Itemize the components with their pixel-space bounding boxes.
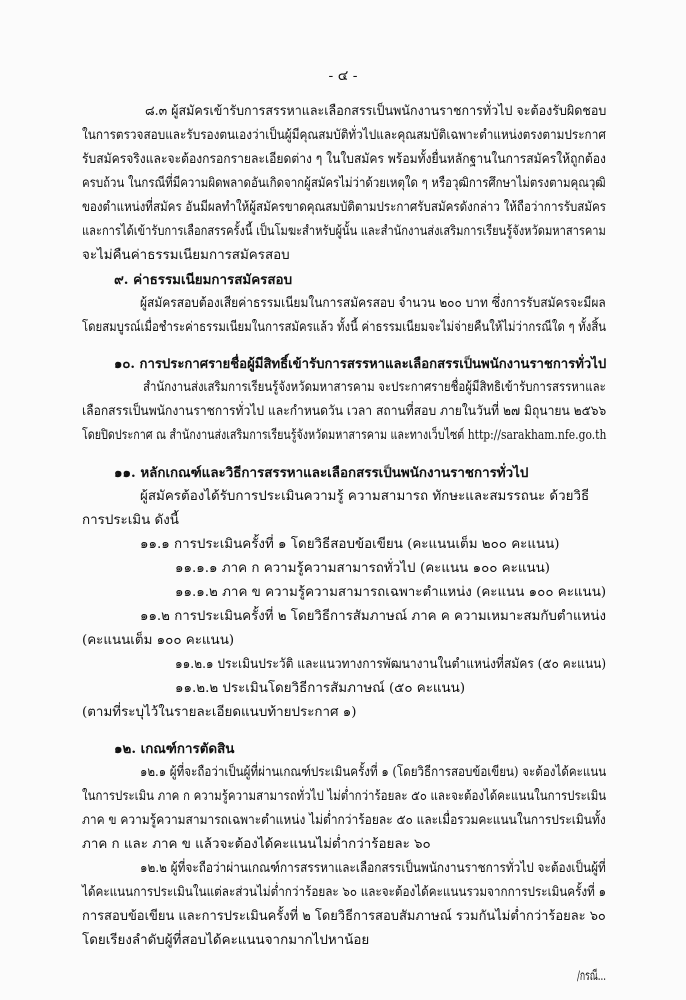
section-9-heading: ๙. ค่าธรรมเนียมการสมัครสอบ	[114, 272, 293, 288]
s10-line: โดยปิดประกาศ ณ สำนักงานส่งเสริมการเรียนรู้จังหวัดมหาสารคาม และทางเว็บไซต์ http://sarakham.nfe.go.th	[82, 428, 607, 443]
section-11-heading: ๑๑. หลักเกณฑ์และวิธีการสรรหาและเลือกสรรเป็นพนักงานราชการทั่วไป	[114, 465, 529, 481]
s10-line: สำนักงานส่งเสริมการเรียนรู้จังหวัดมหาสารคาม จะประกาศรายชื่อผู้มีสิทธิเข้ารับการสรรหาและ	[143, 380, 606, 395]
s11-item-1-2: ๑๑.๑.๒ ภาค ข ความรู้ความสามารถเฉพาะตำแหน่ง (คะแนน ๑๐๐ คะแนน)	[175, 585, 607, 600]
s12-p2-line: ได้คะแนนการประเมินในแต่ละส่วนไม่ต่ำกว่าร้อยละ ๖๐ และจะต้องได้คะแนนรวมจากการประเมินครั้งที่ ๑	[82, 885, 607, 900]
s8-3-line: และการได้เข้ารับการเลือกสรรครั้งนี้ เป็นโมฆะสำหรับผู้นั้น และสำนักงานส่งเสริมการเรียนรู้จังหวัดมหาสารคาม	[82, 224, 606, 239]
s11-item-1-1-label: ๑๑.๑.๑ ภาค ก ความรู้ความสามารถทั่วไป	[175, 561, 416, 576]
s12-p2-line: การสอบข้อเขียน และการประเมินครั้งที่ ๒ โดยวิธีการสอบสัมภาษณ์ รวมกันไม่ต่ำกว่าร้อยละ ๖๐	[82, 909, 606, 924]
section-12-heading: ๑๒. เกณฑ์การตัดสิน	[114, 741, 235, 757]
s8-3-line: ในการตรวจสอบและรับรองตนเองว่าเป็นผู้มีคุณสมบัติทั่วไปและคุณสมบัติเฉพาะตำแหน่งตรงตามประกาศ	[82, 128, 606, 143]
s10-line: เลือกสรรเป็นพนักงานราชการทั่วไป และกำหนดวัน เวลา สถานที่สอบ ภายในวันที่ ๒๗ มิถุนายน ๒๕๖๖	[82, 404, 607, 419]
s9-line: โดยสมบูรณ์เมื่อชำระค่าธรรมเนียมในการสมัครแล้ว ทั้งนี้ ค่าธรรมเนียมจะไม่จ่ายคืนให้ไม่ว่ากรณีใด ๆ ทั้งสิ้น	[82, 320, 607, 335]
s11-item-1-1-score: (คะแนน ๑๐๐ คะแนน)	[420, 561, 550, 576]
s12-p1-line: ภาค ข ความรู้ความสามารถเฉพาะตำแหน่ง ไม่ต่ำกว่าร้อยละ ๕๐ และเมื่อรวมคะแนนในการประเมินทั้ง	[82, 813, 606, 828]
s11-item-2: ๑๑.๒ การประเมินครั้งที่ ๒ โดยวิธีการสัมภาษณ์ ภาค ค ความเหมาะสมกับตำแหน่ง	[140, 609, 607, 624]
page-number: - ๔ -	[328, 68, 358, 84]
s11-note: (ตามที่ระบุไว้ในรายละเอียดแนบท้ายประกาศ ๑)	[82, 705, 357, 720]
s8-3-line: รับสมัครจริงและจะต้องกรอกรายละเอียดต่าง ๆ ในใบสมัคร พร้อมทั้งยื่นหลักฐานในการสมัครให้ถูกต้อง	[82, 152, 606, 167]
s12-p1-line: ในการประเมิน ภาค ก ความรู้ความสามารถทั่วไป ไม่ต่ำกว่าร้อยละ ๕๐ และจะต้องได้คะแนนในการประเมิน	[82, 789, 607, 804]
s12-p2-line: ๑๒.๒ ผู้ที่จะถือว่าผ่านเกณฑ์การสรรหาและเลือกสรรเป็นพนักงานราชการทั่วไป จะต้องเป็นผู้ที่	[140, 861, 606, 876]
s8-3-line: จะไม่คืนค่าธรรมเนียมการสมัครสอบ	[82, 248, 290, 263]
section-10-heading: ๑๐. การประกาศรายชื่อผู้มีสิทธิ์เข้ารับการสรรหาและเลือกสรรเป็นพนักงานราชการทั่วไป	[114, 356, 607, 372]
s12-p2-line: โดยเรียงลำดับผู้ที่สอบได้คะแนนจากมากไปหาน้อย	[82, 933, 370, 948]
continuation-marker: /กรณี...	[577, 969, 607, 984]
s9-line: ผู้สมัครสอบต้องเสียค่าธรรมเนียมในการสมัครสอบ จำนวน ๒๐๐ บาท ซึ่งการรับสมัครจะมีผล	[140, 296, 606, 311]
s11-item-1: ๑๑.๑ การประเมินครั้งที่ ๑ โดยวิธีสอบข้อเขียน (คะแนนเต็ม ๒๐๐ คะแนน)	[140, 537, 560, 552]
s11-item-2-2: ๑๑.๒.๒ ประเมินโดยวิธีการสัมภาษณ์ (๕๐ คะแนน)	[175, 681, 466, 696]
s11-item-2-1: ๑๑.๒.๑ ประเมินประวัติ และแนวทางการพัฒนางานในตำแหน่งที่สมัคร (๕๐ คะแนน)	[175, 657, 607, 672]
s8-3-line: ครบถ้วน ในกรณีที่มีความผิดพลาดอันเกิดจากผู้สมัครไม่ว่าด้วยเหตุใด ๆ หรือวุฒิการศึกษาไม่ตรงตามคุณวุฒิ	[82, 176, 606, 191]
s12-p1-line: ๑๒.๑ ผู้ที่จะถือว่าเป็นผู้ที่ผ่านเกณฑ์ประเมินครั้งที่ ๑ (โดยวิธีการสอบข้อเขียน) จะต้องได้คะแนน	[140, 765, 607, 780]
s11-item-2-cont: (คะแนนเต็ม ๑๐๐ คะแนน)	[82, 633, 235, 648]
s8-3-line: ๘.๓ ผู้สมัครเข้ารับการสรรหาและเลือกสรรเป็นพนักงานราชการทั่วไป จะต้องรับผิดชอบ	[145, 104, 607, 119]
s11-intro: การประเมิน ดังนี้	[82, 513, 179, 528]
s12-p1-line: ภาค ก และ ภาค ข แล้วจะต้องได้คะแนนไม่ต่ำกว่าร้อยละ ๖๐	[82, 837, 431, 852]
s8-3-line: ของตำแหน่งที่สมัคร อันมีผลทำให้ผู้สมัครขาดคุณสมบัติตามประกาศรับสมัครดังกล่าว ให้ถือว่าการรับสมัคร	[82, 200, 607, 215]
s11-intro: ผู้สมัครต้องได้รับการประเมินความรู้ ความสามารถ ทักษะและสมรรถนะ ด้วยวิธี	[140, 489, 590, 504]
